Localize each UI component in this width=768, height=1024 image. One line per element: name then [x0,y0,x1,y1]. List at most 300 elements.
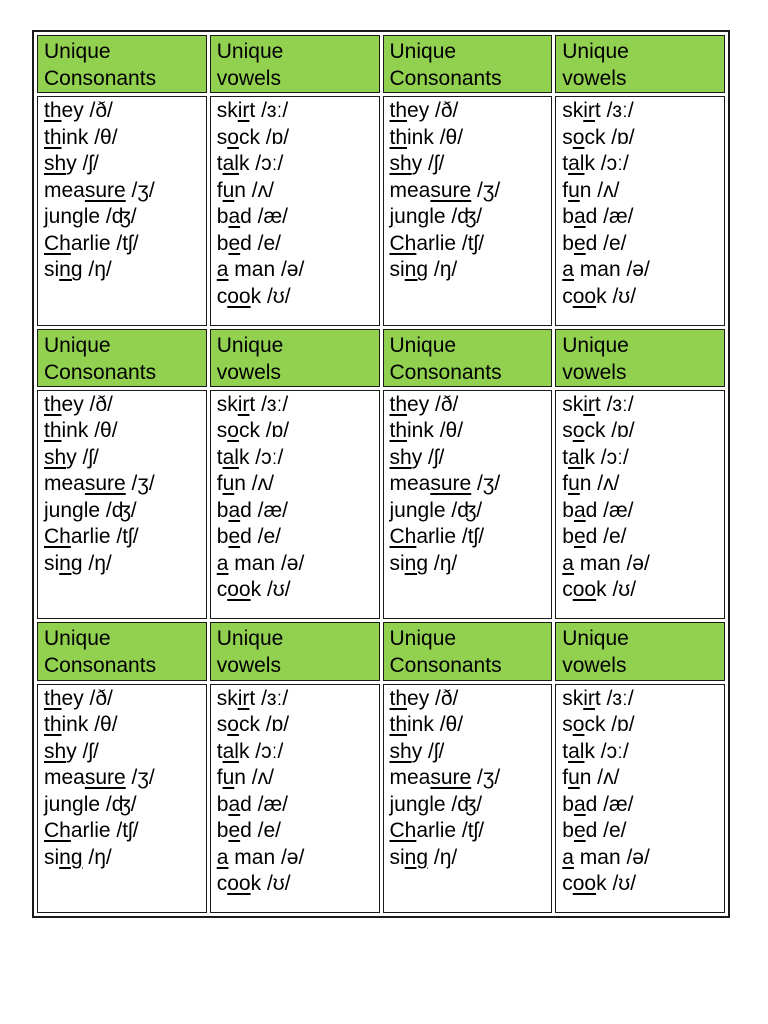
entry-text: t /ɜː/ [249,392,289,416]
content-row [37,390,725,619]
entry-text: k /ʊ/ [596,284,637,308]
underlined-letters: j [44,792,49,816]
header-line-2: Consonants [44,67,157,90]
underlined-letters: sh [44,445,67,469]
vowel-entry [562,871,724,898]
entry-text: man /ə/ [573,258,650,282]
header-line-2: vowels [216,67,281,90]
vowels-list-r1-c3 [555,390,725,619]
underlined-letters: oo [227,284,251,308]
entry-text: si [389,258,405,282]
header-row [37,622,725,680]
underlined-letters: o [227,713,239,737]
underlined-letters: al [568,152,585,176]
entry-text: k /ɔː/ [584,445,629,469]
vowel-entry [217,151,379,178]
consonant-entry [390,498,552,525]
consonant-entry [390,471,552,498]
entry-text: arlie /tʃ/ [70,231,139,255]
entry-text: /ŋ/ [428,845,458,869]
header-row [37,35,725,93]
entry-text: c [216,284,228,308]
entry-text: sk [562,392,584,416]
underlined-letters: a [216,258,229,282]
entry-text: si [389,845,405,869]
underlined-letters: ir [237,99,250,123]
entry-text: y /ʃ/ [411,445,445,469]
entry-text: s [216,713,228,737]
consonant-entry [390,151,552,178]
entry-text: mea [44,766,85,790]
entry-text: ck /ɒ/ [584,419,635,443]
entry-text: y /ʃ/ [66,739,99,763]
consonants-list-r0-c0 [37,96,207,325]
entry-text: d /e/ [585,525,627,549]
header-line-1: Unique [562,333,629,357]
underlined-letters: a [573,792,586,816]
underlined-letters: th [389,392,408,416]
consonant-entry [390,445,552,472]
underlined-letters: sh [389,152,412,176]
header-line-2: vowels [562,67,627,90]
underlined-letters: j [389,205,395,229]
consonant-entry [44,739,206,766]
vowel-entry [217,686,379,713]
entry-text: d /e/ [585,819,627,843]
underlined-letters: Ch [389,525,417,549]
entry-text: y /ʃ/ [66,152,99,176]
header-line-2: Consonants [389,654,502,678]
header-line-2: vowels [562,654,627,678]
vowel-entry [562,204,724,231]
underlined-letters: j [44,205,49,229]
header-line-1: Unique [216,627,284,651]
underlined-letters: ir [583,686,595,710]
entry-text: b [562,819,574,843]
header-line-2: Consonants [44,360,157,384]
consonants-header-r2-c0 [37,622,207,680]
entry-text: b [562,231,574,255]
entry-text: /ʒ/ [125,472,155,496]
vowel-entry [562,498,724,525]
entry-text: t [216,152,223,176]
entry-text: d /æ/ [240,792,288,816]
consonant-entry [390,739,552,766]
vowels-list-r0-c1 [210,96,380,325]
underlined-letters: al [568,445,585,469]
entry-text: sk [216,686,238,710]
vowel-entry [562,551,724,578]
vowel-entry [217,551,379,578]
entry-text: mea [389,766,431,790]
entry-text: arlie /tʃ/ [416,525,485,549]
consonant-entry [44,445,206,472]
entry-text: mea [44,178,85,202]
vowel-entry [562,712,724,739]
entry-text: ungle /ʤ/ [48,205,137,229]
vowel-entry [562,577,724,604]
entry-text: b [216,231,229,255]
entry-text: man /ə/ [573,551,650,575]
entry-text: t [216,445,223,469]
vowel-entry [217,818,379,845]
underlined-letters: al [222,152,239,176]
entry-text: t [562,445,569,469]
entry-text: ey /ð/ [407,392,459,416]
entry-text: ungle /ʤ/ [394,792,483,816]
entry-text: n /ʌ/ [234,472,274,496]
entry-text: k /ɔː/ [238,739,284,763]
underlined-letters: sh [44,739,67,763]
entry-text: k /ɔː/ [238,152,284,176]
entry-text: t /ɜː/ [249,686,289,710]
entry-text: b [562,525,574,549]
entry-text: k /ʊ/ [596,872,637,896]
vowel-entry [217,418,379,445]
underlined-letters: sure [430,766,472,790]
vowel-entry [217,257,379,284]
vowel-entry [217,871,379,898]
entry-text: t [562,152,569,176]
underlined-letters: th [389,713,408,737]
underlined-letters: o [572,125,585,149]
vowel-entry [562,418,724,445]
underlined-letters: ng [404,258,429,282]
entry-text: ck /ɒ/ [584,713,635,737]
consonant-entry [390,818,552,845]
vowel-entry [217,445,379,472]
vowel-entry [217,204,379,231]
entry-text: ck /ɒ/ [238,419,290,443]
entry-text: c [216,872,228,896]
underlined-letters: al [222,445,239,469]
consonant-entry [390,178,552,205]
underlined-letters: u [568,178,580,202]
vowel-entry [562,392,724,419]
entry-text: ey /ð/ [61,392,113,416]
vowels-header-r1-c1 [210,329,380,387]
consonants-list-r1-c0 [37,390,207,619]
consonant-entry [44,524,206,551]
underlined-letters: u [222,178,235,202]
entry-text: arlie /tʃ/ [416,819,485,843]
entry-text: s [562,125,573,149]
consonants-header-r2-c2 [383,622,553,680]
consonants-list-r2-c2 [383,684,553,913]
vowels-list-r0-c3 [555,96,725,325]
entry-text: t /ɜː/ [249,99,289,123]
underlined-letters: a [228,498,241,522]
entry-text: ungle /ʤ/ [48,498,137,522]
header-line-2: vowels [216,654,281,678]
entry-text: n /ʌ/ [579,472,620,496]
entry-text: /ʒ/ [471,472,501,496]
consonant-entry [390,712,552,739]
consonant-entry [390,418,552,445]
entry-text: b [216,819,229,843]
consonant-entry [390,551,552,578]
underlined-letters: a [573,205,586,229]
consonant-entry [44,418,206,445]
entry-text: sk [216,99,238,123]
entry-text: si [44,845,60,869]
underlined-letters: a [228,792,241,816]
entry-text: /ʒ/ [125,766,155,790]
underlined-letters: th [389,125,408,149]
entry-text: f [562,766,569,790]
entry-text: arlie /tʃ/ [70,819,139,843]
vowel-entry [217,524,379,551]
entry-text: k /ɔː/ [584,739,629,763]
vowel-entry [562,739,724,766]
vowel-entry [562,151,724,178]
underlined-letters: sure [84,472,126,496]
entry-text: d /æ/ [240,205,288,229]
vowel-entry [217,178,379,205]
underlined-letters: a [562,258,574,282]
underlined-letters: Ch [44,231,71,255]
header-line-1: Unique [389,40,457,63]
entry-text: sk [216,392,238,416]
header-line-1: Unique [389,333,457,357]
header-line-1: Unique [216,333,284,357]
header-line-1: Unique [562,40,629,63]
vowel-entry [217,98,379,125]
vowel-entry [217,471,379,498]
vowel-entry [562,471,724,498]
content-row [37,684,725,913]
underlined-letters: th [389,99,408,123]
consonants-header-r1-c2 [383,329,553,387]
underlined-letters: oo [572,578,597,602]
entry-text: t /ɜː/ [594,99,634,123]
underlined-letters: oo [572,284,597,308]
underlined-letters: o [572,713,585,737]
entry-text: t [216,739,223,763]
vowel-entry [562,524,724,551]
header-line-2: Consonants [389,67,502,90]
entry-text: mea [44,472,85,496]
consonant-entry [44,392,206,419]
entry-text: k /ʊ/ [250,284,291,308]
vowels-header-r2-c3 [555,622,725,680]
underlined-letters: oo [227,578,251,602]
vowels-list-r2-c1 [210,684,380,913]
underlined-letters: e [228,231,241,255]
entry-text: d /æ/ [585,498,634,522]
underlined-letters: ng [59,551,83,575]
entry-text: b [216,792,229,816]
entry-text: mea [389,178,431,202]
underlined-letters: e [573,231,586,255]
entry-text: ck /ɒ/ [238,125,290,149]
header-line-2: Consonants [389,360,502,384]
consonant-entry [390,792,552,819]
underlined-letters: a [573,498,586,522]
underlined-letters: e [228,819,241,843]
consonant-entry [44,686,206,713]
header-line-1: Unique [389,627,457,651]
consonants-header-r0-c0 [37,35,207,93]
entry-text: t /ɜː/ [594,392,634,416]
consonants-list-r2-c0 [37,684,207,913]
entry-text: ungle /ʤ/ [48,792,137,816]
underlined-letters: sure [430,472,472,496]
entry-text: ink /θ/ [61,125,118,149]
header-line-1: Unique [44,333,111,357]
entry-text: d /æ/ [585,205,634,229]
underlined-letters: al [222,739,239,763]
vowel-entry [562,765,724,792]
underlined-letters: oo [572,872,597,896]
entry-text: k /ɔː/ [584,152,629,176]
underlined-letters: Ch [44,819,71,843]
underlined-letters: Ch [44,525,71,549]
entry-text: k /ʊ/ [250,872,291,896]
underlined-letters: ng [59,845,83,869]
entry-text: b [216,498,229,522]
underlined-letters: j [44,498,49,522]
vowels-header-r0-c1 [210,35,380,93]
underlined-letters: o [572,419,585,443]
underlined-letters: o [227,419,239,443]
underlined-letters: sh [44,152,67,176]
entry-text: /ŋ/ [82,551,112,575]
underlined-letters: u [222,766,235,790]
vowel-entry [217,845,379,872]
entry-text: ink /θ/ [407,419,464,443]
entry-text: si [389,551,405,575]
entry-text: s [562,419,573,443]
entry-text: c [562,284,573,308]
consonant-entry [44,551,206,578]
underlined-letters: sh [389,739,412,763]
vowels-list-r2-c3 [555,684,725,913]
consonant-entry [44,845,206,872]
consonant-entry [44,792,206,819]
entry-text: man /ə/ [228,845,305,869]
entry-text: d /e/ [240,231,281,255]
header-line-1: Unique [44,627,111,651]
entry-text: c [562,578,573,602]
entry-text: s [216,419,228,443]
entry-text: /ʒ/ [471,178,501,202]
entry-text: ink /θ/ [61,713,118,737]
header-line-2: Consonants [44,654,157,678]
vowel-entry [562,845,724,872]
phonics-card-sheet [32,30,730,918]
header-line-2: vowels [216,360,281,384]
consonants-header-r0-c2 [383,35,553,93]
entry-text: y /ʃ/ [411,739,445,763]
vowel-entry [217,712,379,739]
consonant-entry [44,471,206,498]
consonants-header-r1-c0 [37,329,207,387]
header-line-1: Unique [562,627,629,651]
entry-text: ungle /ʤ/ [394,205,483,229]
vowel-entry [217,392,379,419]
consonant-entry [44,125,206,152]
consonant-entry [44,765,206,792]
entry-text: sk [562,99,584,123]
consonant-entry [44,712,206,739]
underlined-letters: ir [583,99,595,123]
consonant-entry [390,392,552,419]
entry-text: ink /θ/ [61,419,118,443]
entry-text: y /ʃ/ [66,445,99,469]
underlined-letters: a [216,845,229,869]
entry-text: y /ʃ/ [411,152,445,176]
entry-text: n /ʌ/ [234,178,274,202]
consonant-entry [390,98,552,125]
header-line-2: vowels [562,360,627,384]
entry-text: t /ɜː/ [594,686,634,710]
entry-text: f [216,178,223,202]
entry-text: ey /ð/ [61,686,113,710]
entry-text: ink /θ/ [407,125,464,149]
entry-text: /ŋ/ [82,845,112,869]
consonant-entry [390,524,552,551]
entry-text: /ʒ/ [471,766,501,790]
entry-text: /ŋ/ [428,258,458,282]
entry-text: si [44,258,60,282]
vowel-entry [217,739,379,766]
consonant-entry [44,98,206,125]
entry-text: arlie /tʃ/ [70,525,139,549]
underlined-letters: al [568,739,585,763]
underlined-letters: th [44,125,62,149]
consonant-entry [390,686,552,713]
underlined-letters: a [216,551,229,575]
consonant-entry [390,204,552,231]
entry-text: ey /ð/ [61,99,113,123]
consonants-list-r1-c2 [383,390,553,619]
underlined-letters: Ch [389,819,417,843]
consonants-list-r0-c2 [383,96,553,325]
vowel-entry [562,98,724,125]
consonant-entry [44,818,206,845]
entry-text: f [562,472,569,496]
consonant-entry [390,257,552,284]
vowel-entry [562,792,724,819]
underlined-letters: sh [389,445,412,469]
entry-text: f [216,766,223,790]
entry-text: b [562,205,574,229]
underlined-letters: ir [237,392,250,416]
header-row [37,329,725,387]
vowel-entry [562,231,724,258]
vowel-entry [562,257,724,284]
entry-text: /ŋ/ [82,258,112,282]
vowel-entry [217,125,379,152]
entry-text: ungle /ʤ/ [394,498,483,522]
consonant-entry [390,231,552,258]
entry-text: d /e/ [240,525,281,549]
entry-text: d /e/ [240,819,281,843]
entry-text: /ʒ/ [125,178,155,202]
underlined-letters: sure [84,178,126,202]
vowel-entry [562,125,724,152]
consonant-entry [44,151,206,178]
underlined-letters: a [228,205,241,229]
vowels-header-r0-c3 [555,35,725,93]
entry-text: b [216,525,229,549]
entry-text: s [216,125,228,149]
underlined-letters: u [568,766,580,790]
underlined-letters: e [573,819,586,843]
entry-text: k /ʊ/ [596,578,637,602]
underlined-letters: ng [404,551,429,575]
